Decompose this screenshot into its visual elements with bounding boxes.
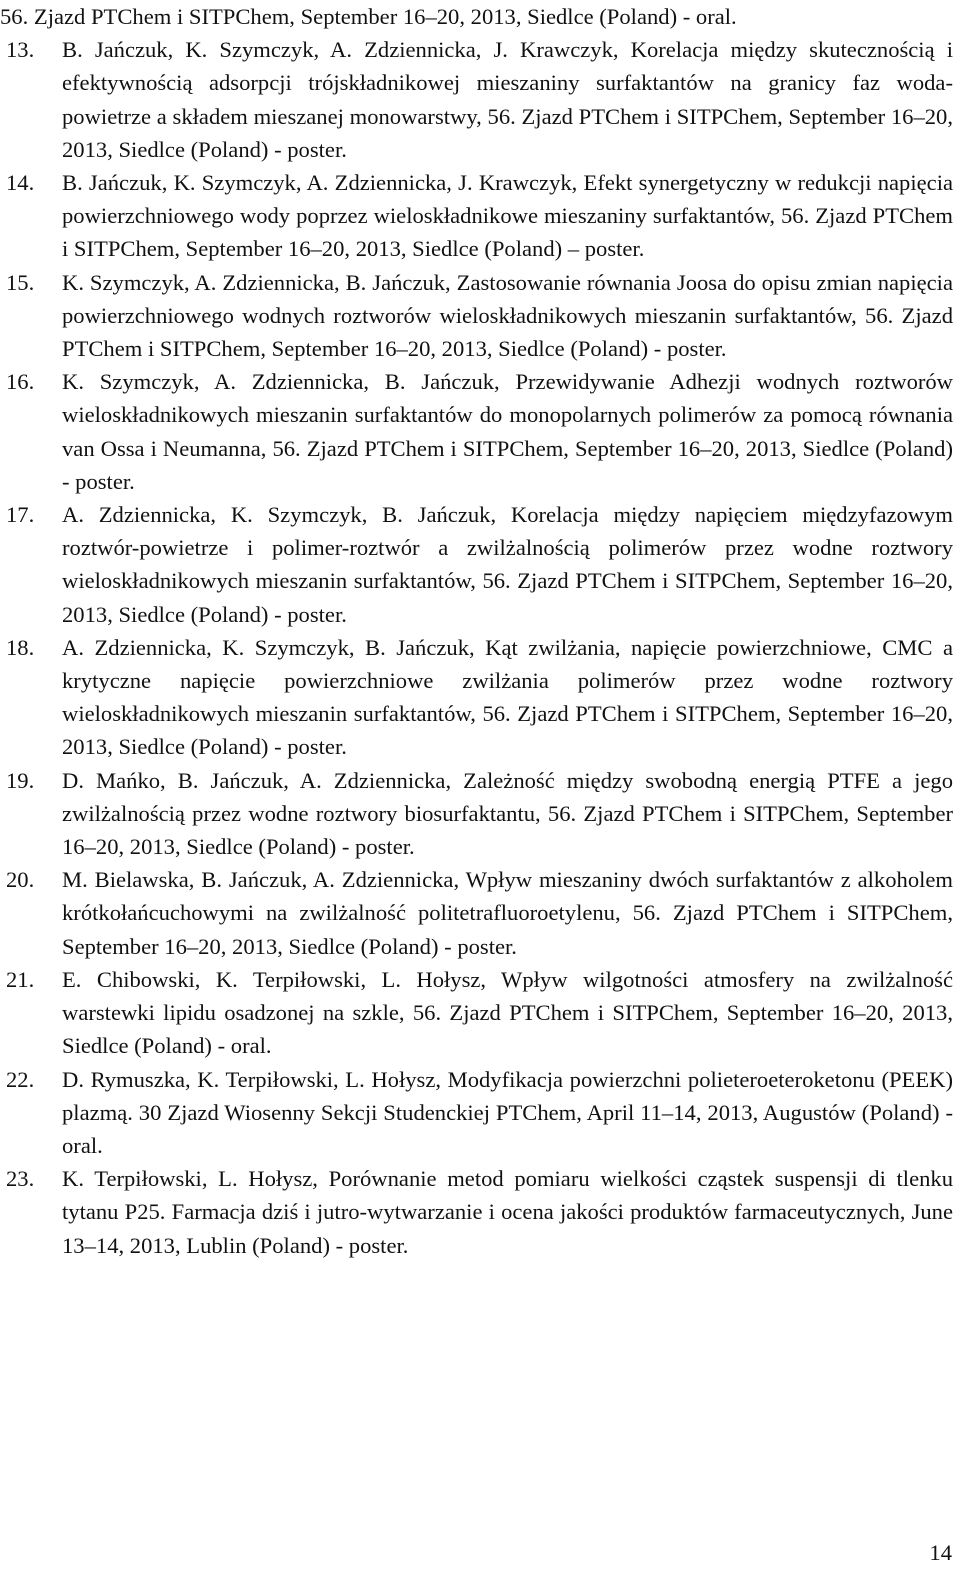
reference-item-22 [0, 1063, 960, 1163]
reference-text: B. Jańczuk, K. Szymczyk, A. Zdziennicka, J. Krawczyk, Korelacja między skutecznością i efektywnością adsorpcji trójskładnikowej mieszaniny surfaktantów na granicy faz woda-powietrze a składem mieszanej monowarstwy, 56. Zjazd PTChem i SITPChem, September 16–20, 2013, Siedlce (Poland) - poster. [62, 37, 953, 162]
reference-text: K. Szymczyk, A. Zdziennicka, B. Jańczuk, Przewidywanie Adhezji wodnych roztworów wieloskładnikowych mieszanin surfaktantów do monopolarnych polimerów za pomocą równania van Ossa i Neumanna, 56. Zjazd PTChem i SITPChem, September 16–20, 2013, Siedlce (Poland) - poster. [62, 369, 953, 494]
reference-text: D. Rymuszka, K. Terpiłowski, L. Hołysz, Modyfikacja powierzchni polieteroeteroketonu (PEEK) plazmą. 30 Zjazd Wiosenny Sekcji Studenckiej PTChem, April 11–14, 2013, Augustów (Poland) - oral. [62, 1066, 953, 1158]
reference-number: 22. [6, 1066, 35, 1092]
reference-item-20 [0, 863, 960, 963]
reference-continuation-text: 56. Zjazd PTChem i SITPChem, September 16–20, 2013, Siedlce (Poland) - oral. [0, 4, 737, 29]
reference-number: 21. [6, 966, 35, 992]
reference-item-13 [0, 33, 960, 166]
reference-text: A. Zdziennicka, K. Szymczyk, B. Jańczuk, Korelacja między napięciem międzyfazowym roztwór-powietrze i polimer-roztwór a zwilżalnością polimerów przez wodne roztwory wieloskładnikowych mieszanin surfaktantów, 56. Zjazd PTChem i SITPChem, September 16–20, 2013, Siedlce (Poland) - poster. [62, 502, 953, 627]
reference-item-16 [0, 365, 960, 498]
reference-text: K. Terpiłowski, L. Hołysz, Porównanie metod pomiaru wielkości cząstek suspensji di tlenku tytanu P25. Farmacja dziś i jutro-wytwarzanie i ocena jakości produktów farmaceutycznych, June 13–14, 2013, Lublin (Poland) - poster. [62, 1166, 953, 1258]
reference-number: 15. [6, 269, 35, 295]
reference-item-19 [0, 764, 960, 864]
reference-number: 23. [6, 1166, 35, 1192]
reference-number: 17. [6, 502, 35, 528]
reference-number: 16. [6, 369, 35, 395]
reference-item-18 [0, 631, 960, 764]
reference-text: B. Jańczuk, K. Szymczyk, A. Zdziennicka, J. Krawczyk, Efekt synergetyczny w redukcji napięcia powierzchniowego wody poprzez wieloskładnikowe mieszaniny surfaktantów, 56. Zjazd PTChem i SITPChem, September 16–20, 2013, Siedlce (Poland) – poster. [62, 170, 953, 262]
reference-number: 20. [6, 867, 35, 893]
reference-text: A. Zdziennicka, K. Szymczyk, B. Jańczuk, Kąt zwilżania, napięcie powierzchniowe, CMC a krytyczne napięcie powierzchniowe zwilżania polimerów przez wodne roztwory wieloskładnikowych mieszanin surfaktantów, 56. Zjazd PTChem i SITPChem, September 16–20, 2013, Siedlce (Poland) - poster. [62, 634, 953, 760]
reference-item-21 [0, 963, 960, 1063]
reference-item-17 [0, 498, 960, 631]
reference-number: 18. [6, 634, 35, 660]
reference-item-15 [0, 266, 960, 366]
reference-text: D. Mańko, B. Jańczuk, A. Zdziennicka, Zależność między swobodną energią PTFE a jego zwilżalnością przez wodne roztwory biosurfaktantu, 56. Zjazd PTChem i SITPChem, September 16–20, 2013, Siedlce (Poland) - poster. [62, 767, 953, 860]
page-number: 14 [929, 1540, 952, 1565]
reference-item-23 [0, 1162, 960, 1262]
reference-number: 14. [6, 170, 35, 196]
reference-continuation [0, 0, 960, 33]
reference-number: 19. [6, 767, 35, 793]
reference-text: K. Szymczyk, A. Zdziennicka, B. Jańczuk, Zastosowanie równania Joosa do opisu zmian napięcia powierzchniowego wodnych roztworów wieloskładnikowych mieszanin surfaktantów, 56. Zjazd PTChem i SITPChem, September 16–20, 2013, Siedlce (Poland) - poster. [62, 269, 953, 362]
reference-text: M. Bielawska, B. Jańczuk, A. Zdziennicka, Wpływ mieszaniny dwóch surfaktantów z alkoholem krótkołańcuchowymi na zwilżalność politetrafluoroetylenu, 56. Zjazd PTChem i SITPChem, September 16–20, 2013, Siedlce (Poland) - poster. [62, 867, 953, 959]
reference-number: 13. [6, 37, 35, 63]
reference-text: E. Chibowski, K. Terpiłowski, L. Hołysz, Wpływ wilgotności atmosfery na zwilżalność warstewki lipidu osadzonej na szkle, 56. Zjazd PTChem i SITPChem, September 16–20, 2013, Siedlce (Poland) - oral. [62, 966, 953, 1059]
reference-item-14 [0, 166, 960, 266]
